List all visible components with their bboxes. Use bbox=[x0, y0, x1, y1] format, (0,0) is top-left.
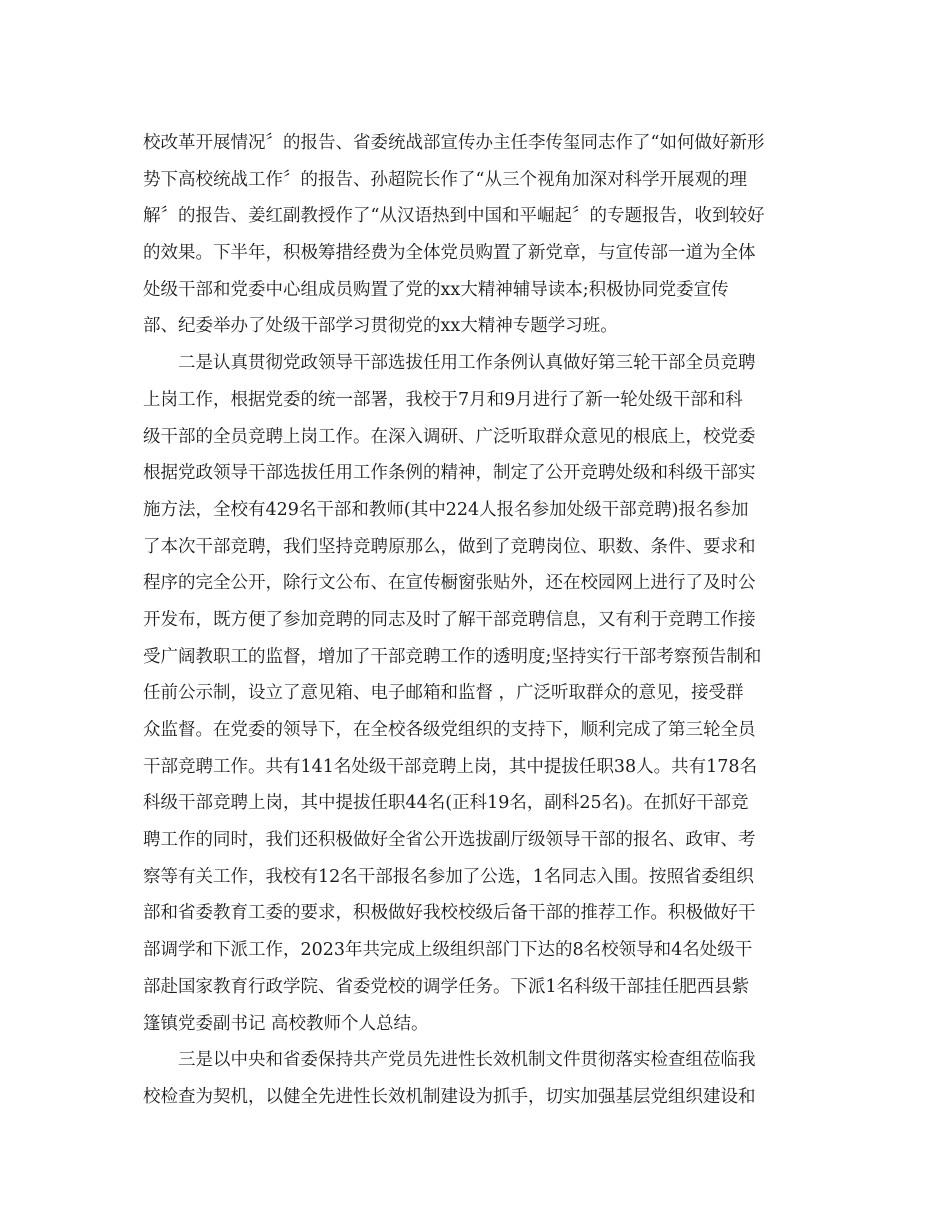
text-line: 任前公示制，设立了意见箱、电子邮箱和监督 ，广泛听取群众的意见，接受群 bbox=[143, 683, 744, 704]
text-line: 施方法，全校有429名干部和教师(其中224人报名参加处级干部竞聘)报名参加 bbox=[143, 499, 749, 520]
text-line: 三是以中央和省委保持共产党员先进性长效机制文件贯彻落实检查组莅临我 bbox=[178, 1050, 756, 1071]
text-line: 科级干部竞聘上岗，其中提拔任职44名(正科19名，副科25名)。在抓好干部竞 bbox=[143, 793, 749, 814]
text-line: 上岗工作，根据党委的统一部署，我校于7月和9月进行了新一轮处级干部和科 bbox=[143, 389, 743, 410]
text-line: 势下高校统战工作〞的报告、孙超院长作了“从三个视角加深对科学开展观的理 bbox=[143, 169, 747, 190]
text-line: 众监督。在党委的领导下，在全校各级党组织的支持下，顺利完成了第三轮全员 bbox=[143, 720, 756, 740]
text-line: 受广阔教职工的监督，增加了干部竞聘工作的透明度;坚持实行干部考察预告制和 bbox=[143, 646, 762, 667]
paragraph-1 bbox=[143, 125, 811, 345]
paragraph-2 bbox=[143, 345, 811, 1042]
text-line: 解〞的报告、姜红副教授作了“从汉语热到中国和平崛起〞的专题报告，收到较好 bbox=[143, 206, 765, 227]
text-line: 部、纪委举办了处级干部学习贯彻党的xx大精神专题学习班。 bbox=[143, 316, 618, 337]
text-line: 部调学和下派工作，2023年共完成上级组织部门下达的8名校领导和4名处级干 bbox=[143, 940, 753, 961]
text-line: 校改革开展情况〞的报告、省委统战部宣传办主任李传玺同志作了“如何做好新形 bbox=[143, 133, 765, 153]
text-line: 处级干部和党委中心组成员购置了党的xx大精神辅导读本;积极协同党委宣传 bbox=[143, 279, 729, 300]
text-line: 察等有关工作，我校有12名干部报名参加了公选，1名同志入围。按照省委组织 bbox=[143, 866, 754, 887]
paragraph-3 bbox=[143, 1042, 811, 1115]
text-line: 聘工作的同时，我们还积极做好全省公开选拔副厅级领导干部的报名、政审、考 bbox=[143, 830, 756, 851]
text-line: 了本次干部竞聘，我们坚持竞聘原那么，做到了竞聘岗位、职数、条件、要求和 bbox=[143, 536, 756, 557]
text-line: 程序的完全公开，除行文公布、在宣传橱窗张贴外，还在校园网上进行了及时公 bbox=[143, 573, 756, 594]
document-body bbox=[143, 125, 811, 1116]
text-line: 部赴国家教育行政学院、省委党校的调学任务。下派1名科级干部挂任肥西县紫 bbox=[143, 976, 750, 997]
text-line: 级干部的全员竞聘上岗工作。在深入调研、广泛听取群众意见的根底上，校党委 bbox=[143, 426, 756, 447]
text-line: 开发布，既方便了参加竞聘的同志及时了解干部竞聘信息，又有利于竞聘工作接 bbox=[143, 609, 756, 630]
text-line: 部和省委教育工委的要求，积极做好我校校级后备干部的推荐工作。积极做好干 bbox=[143, 903, 756, 924]
text-line: 的效果。下半年，积极筹措经费为全体党员购置了新党章，与宣传部一道为全体 bbox=[143, 243, 756, 264]
text-line: 根据党政领导干部选拔任用工作条例的精神，制定了公开竞聘处级和科级干部实 bbox=[143, 463, 756, 484]
text-line: 二是认真贯彻党政领导干部选拔任用工作条例认真做好第三轮干部全员竞聘 bbox=[178, 353, 756, 374]
text-line: 干部竞聘工作。共有141名处级干部竞聘上岗，其中提拔任职38人。共有178名 bbox=[143, 756, 758, 777]
text-line: 校检查为契机，以健全先进性长效机制建设为抓手，切实加强基层党组织建设和 bbox=[143, 1086, 756, 1107]
text-line: 篷镇党委副书记 高校教师个人总结。 bbox=[143, 1013, 429, 1034]
